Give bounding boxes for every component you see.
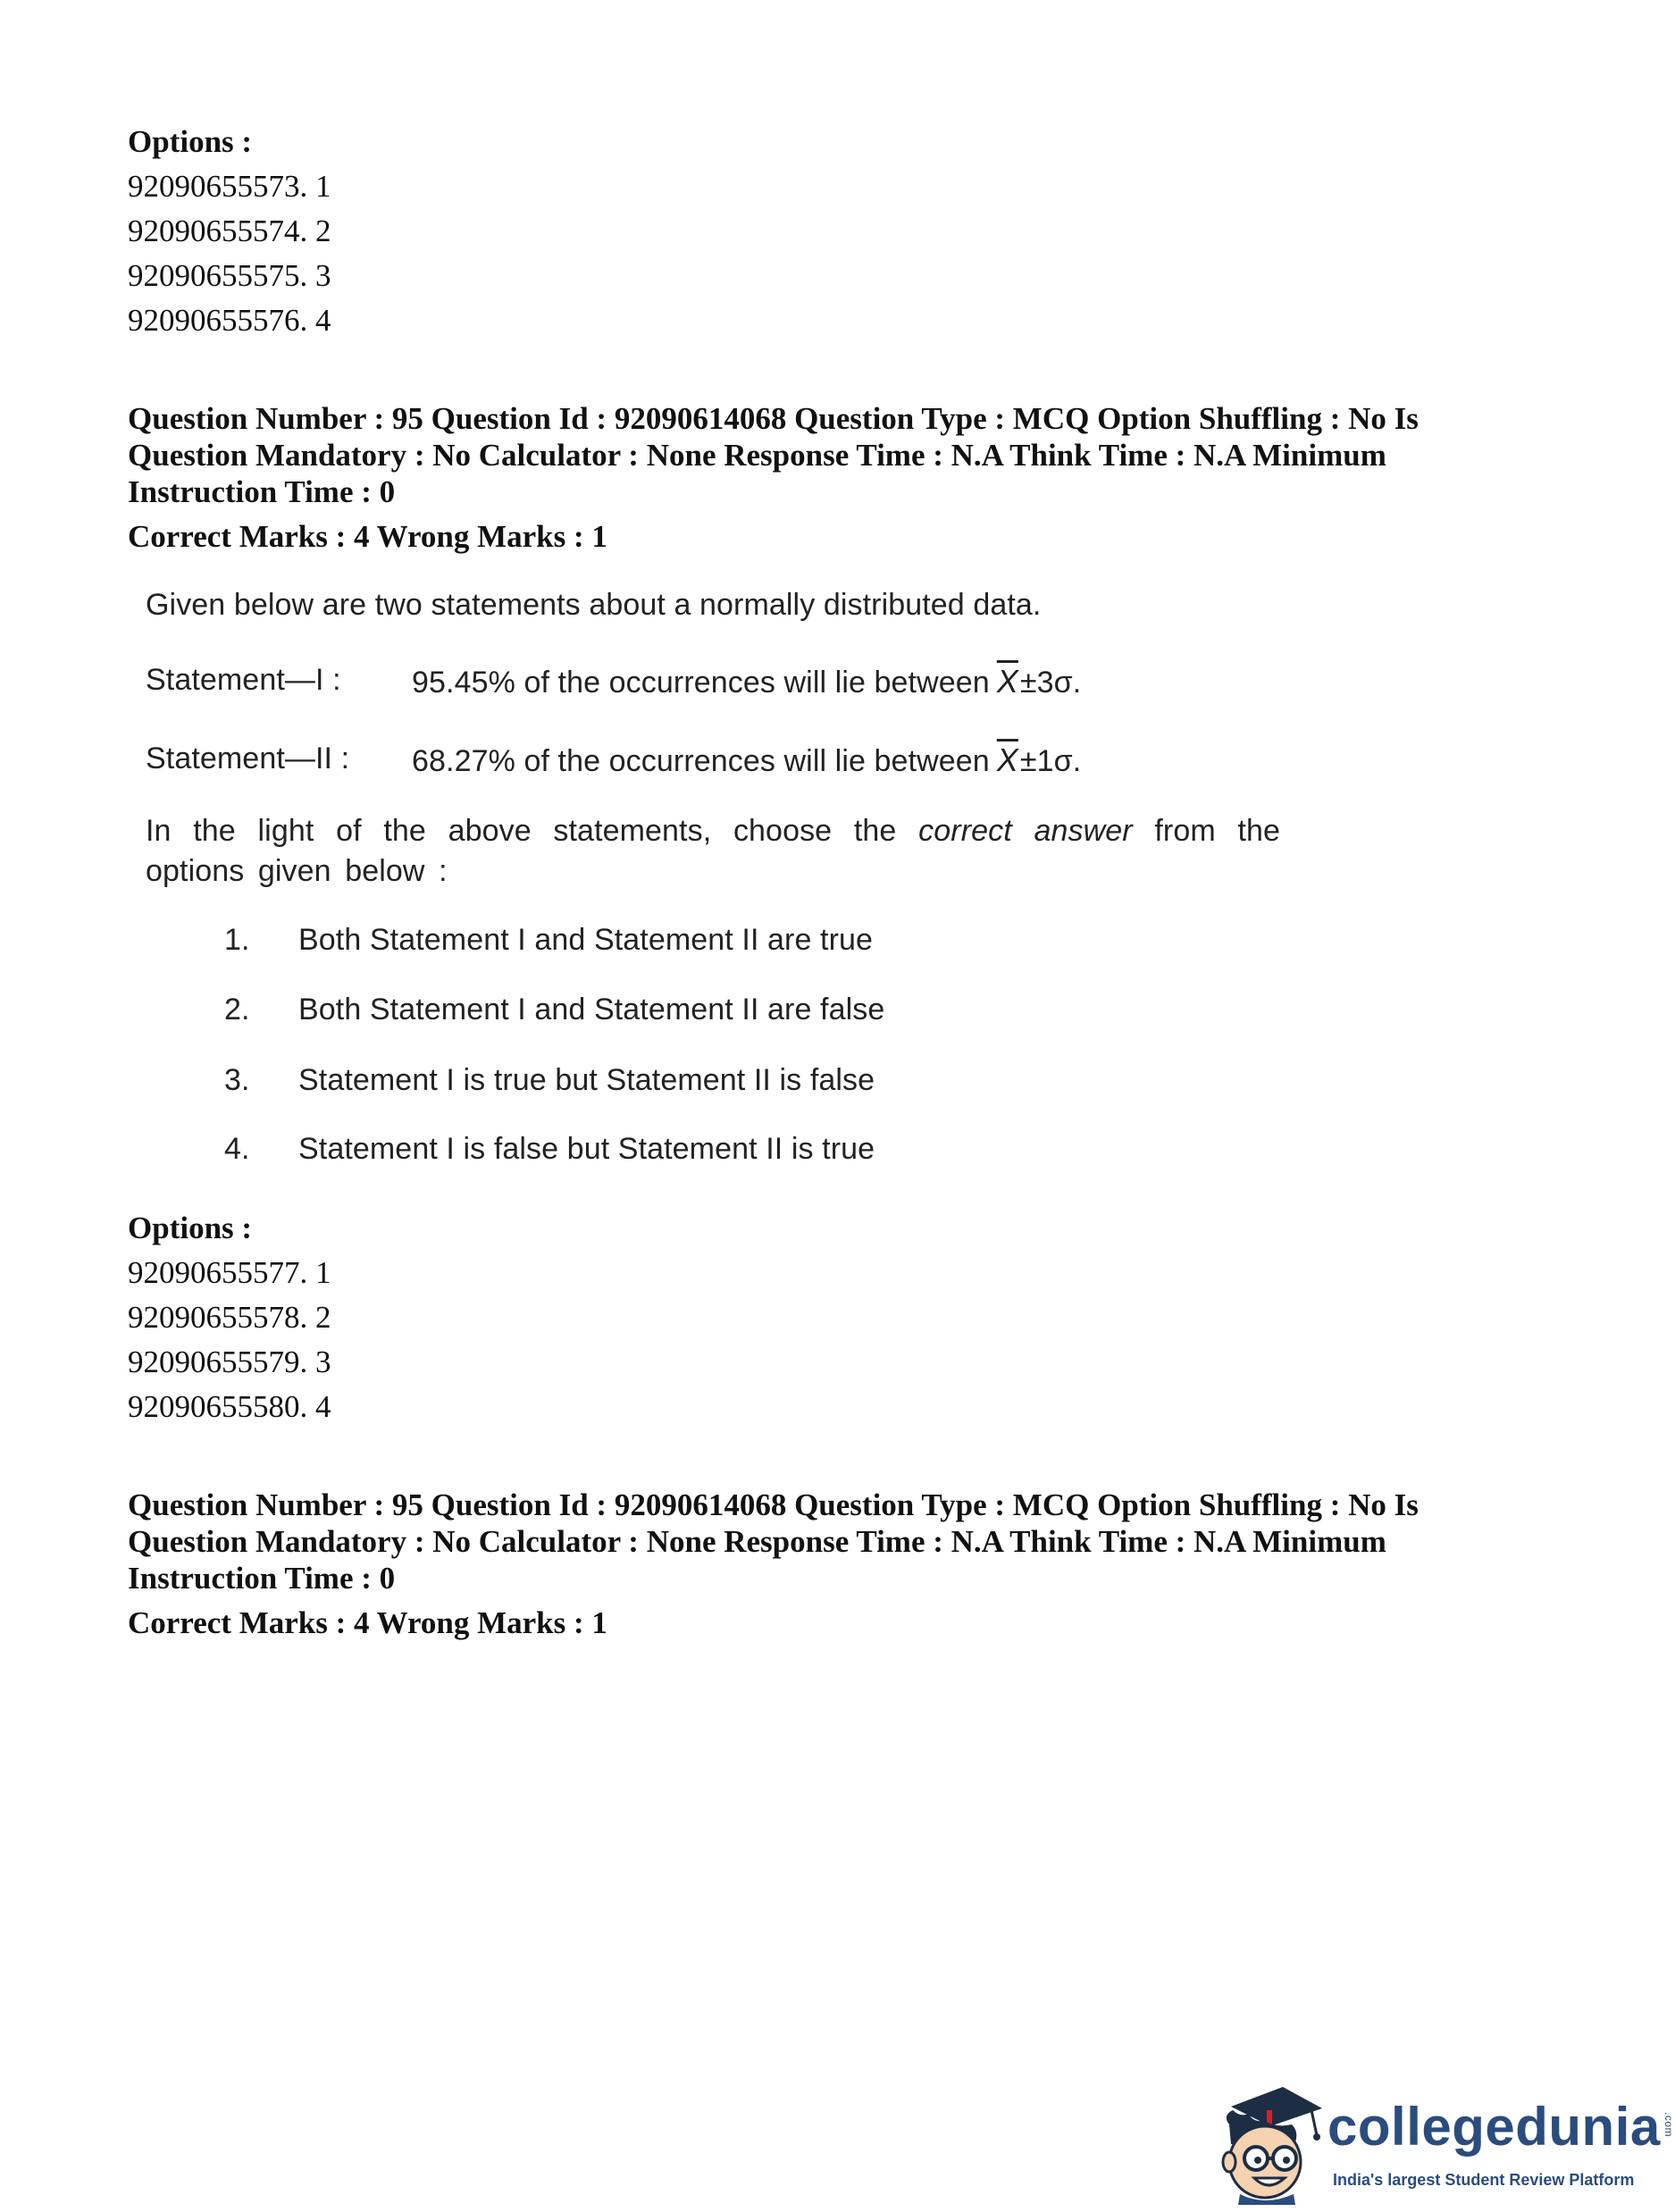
option-id: 92090655578. 2 [128,1300,331,1335]
option-id: 92090655579. 3 [128,1345,331,1379]
question-body [146,581,1289,1179]
choice-text: Statement I is false but Statement II is true [298,1132,875,1166]
question-meta: Question Number : 95 Question Id : 92090614068 Question Type : MCQ Option Shuffling : No Is Question Mandatory : No Calculator : None Response Time : N.A Think Time : N.A Minimum Instruction Time : 0 [128,401,1419,509]
collegedunia-logo[interactable] [1213,2080,1675,2205]
choice-number: 2. [224,993,250,1026]
option-id: 92090655576. 4 [128,303,331,338]
question-header [128,400,1468,555]
options-block [128,1206,331,1429]
question-instruction [146,811,1280,892]
choice-number: 1. [224,923,250,957]
statement-2-label: Statement—II : [146,742,350,775]
choice-text: Statement I is true but Statement II is false [298,1063,875,1097]
xbar-symbol: $\overline{X}$ [996,663,1018,700]
statement-2-text [412,742,1081,779]
statement-1-range: ±3σ. [1019,666,1082,700]
instruction-text: In the light of the above statements, choose the [146,814,897,848]
xbar-symbol: $\overline{X}$ [996,742,1018,778]
choice-number: 3. [224,1063,250,1097]
brand-wordmark [1327,2096,1675,2158]
statement-1-label: Statement—I : [146,663,341,697]
question-marks: Correct Marks : 4 Wrong Marks : 1 [128,1605,607,1640]
question-meta: Question Number : 95 Question Id : 92090614068 Question Type : MCQ Option Shuffling : No Is Question Mandatory : No Calculator : None Response Time : N.A Think Time : N.A Minimum Instruction Time : 0 [128,1487,1419,1596]
options-heading: Options : [128,124,253,159]
instruction-text-end: from the options given below : [146,814,1281,888]
brand-tagline: India's largest Student Review Platform [1333,2171,1635,2189]
question-marks: Correct Marks : 4 Wrong Marks : 1 [128,519,607,554]
statement-1-body: 95.45% of the occurrences will lie between [412,666,990,700]
choice-text: Both Statement I and Statement II are true [298,923,874,957]
brand-name: collegedunia [1327,2097,1661,2157]
statement-2-body: 68.27% of the occurrences will lie between [412,744,990,778]
options-block-previous [128,120,331,343]
choice-text: Both Statement I and Statement II are false [298,993,885,1026]
option-id: 92090655574. 2 [128,214,331,248]
brand-domain: .com [1662,2112,1675,2138]
statement-1-text [412,663,1081,700]
mascot-icon [1213,2080,1329,2205]
option-id: 92090655577. 1 [128,1255,331,1290]
statement-2-range: ±1σ. [1019,744,1082,778]
question-intro: Given below are two statements about a normally distributed data. [146,588,1042,622]
question-header-next [128,1487,1468,1641]
option-id: 92090655580. 4 [128,1389,331,1424]
options-heading: Options : [128,1211,253,1245]
option-id: 92090655573. 1 [128,169,331,204]
choice-number: 4. [224,1132,250,1166]
instruction-emphasis: correct answer [918,814,1133,848]
option-id: 92090655575. 3 [128,258,331,293]
